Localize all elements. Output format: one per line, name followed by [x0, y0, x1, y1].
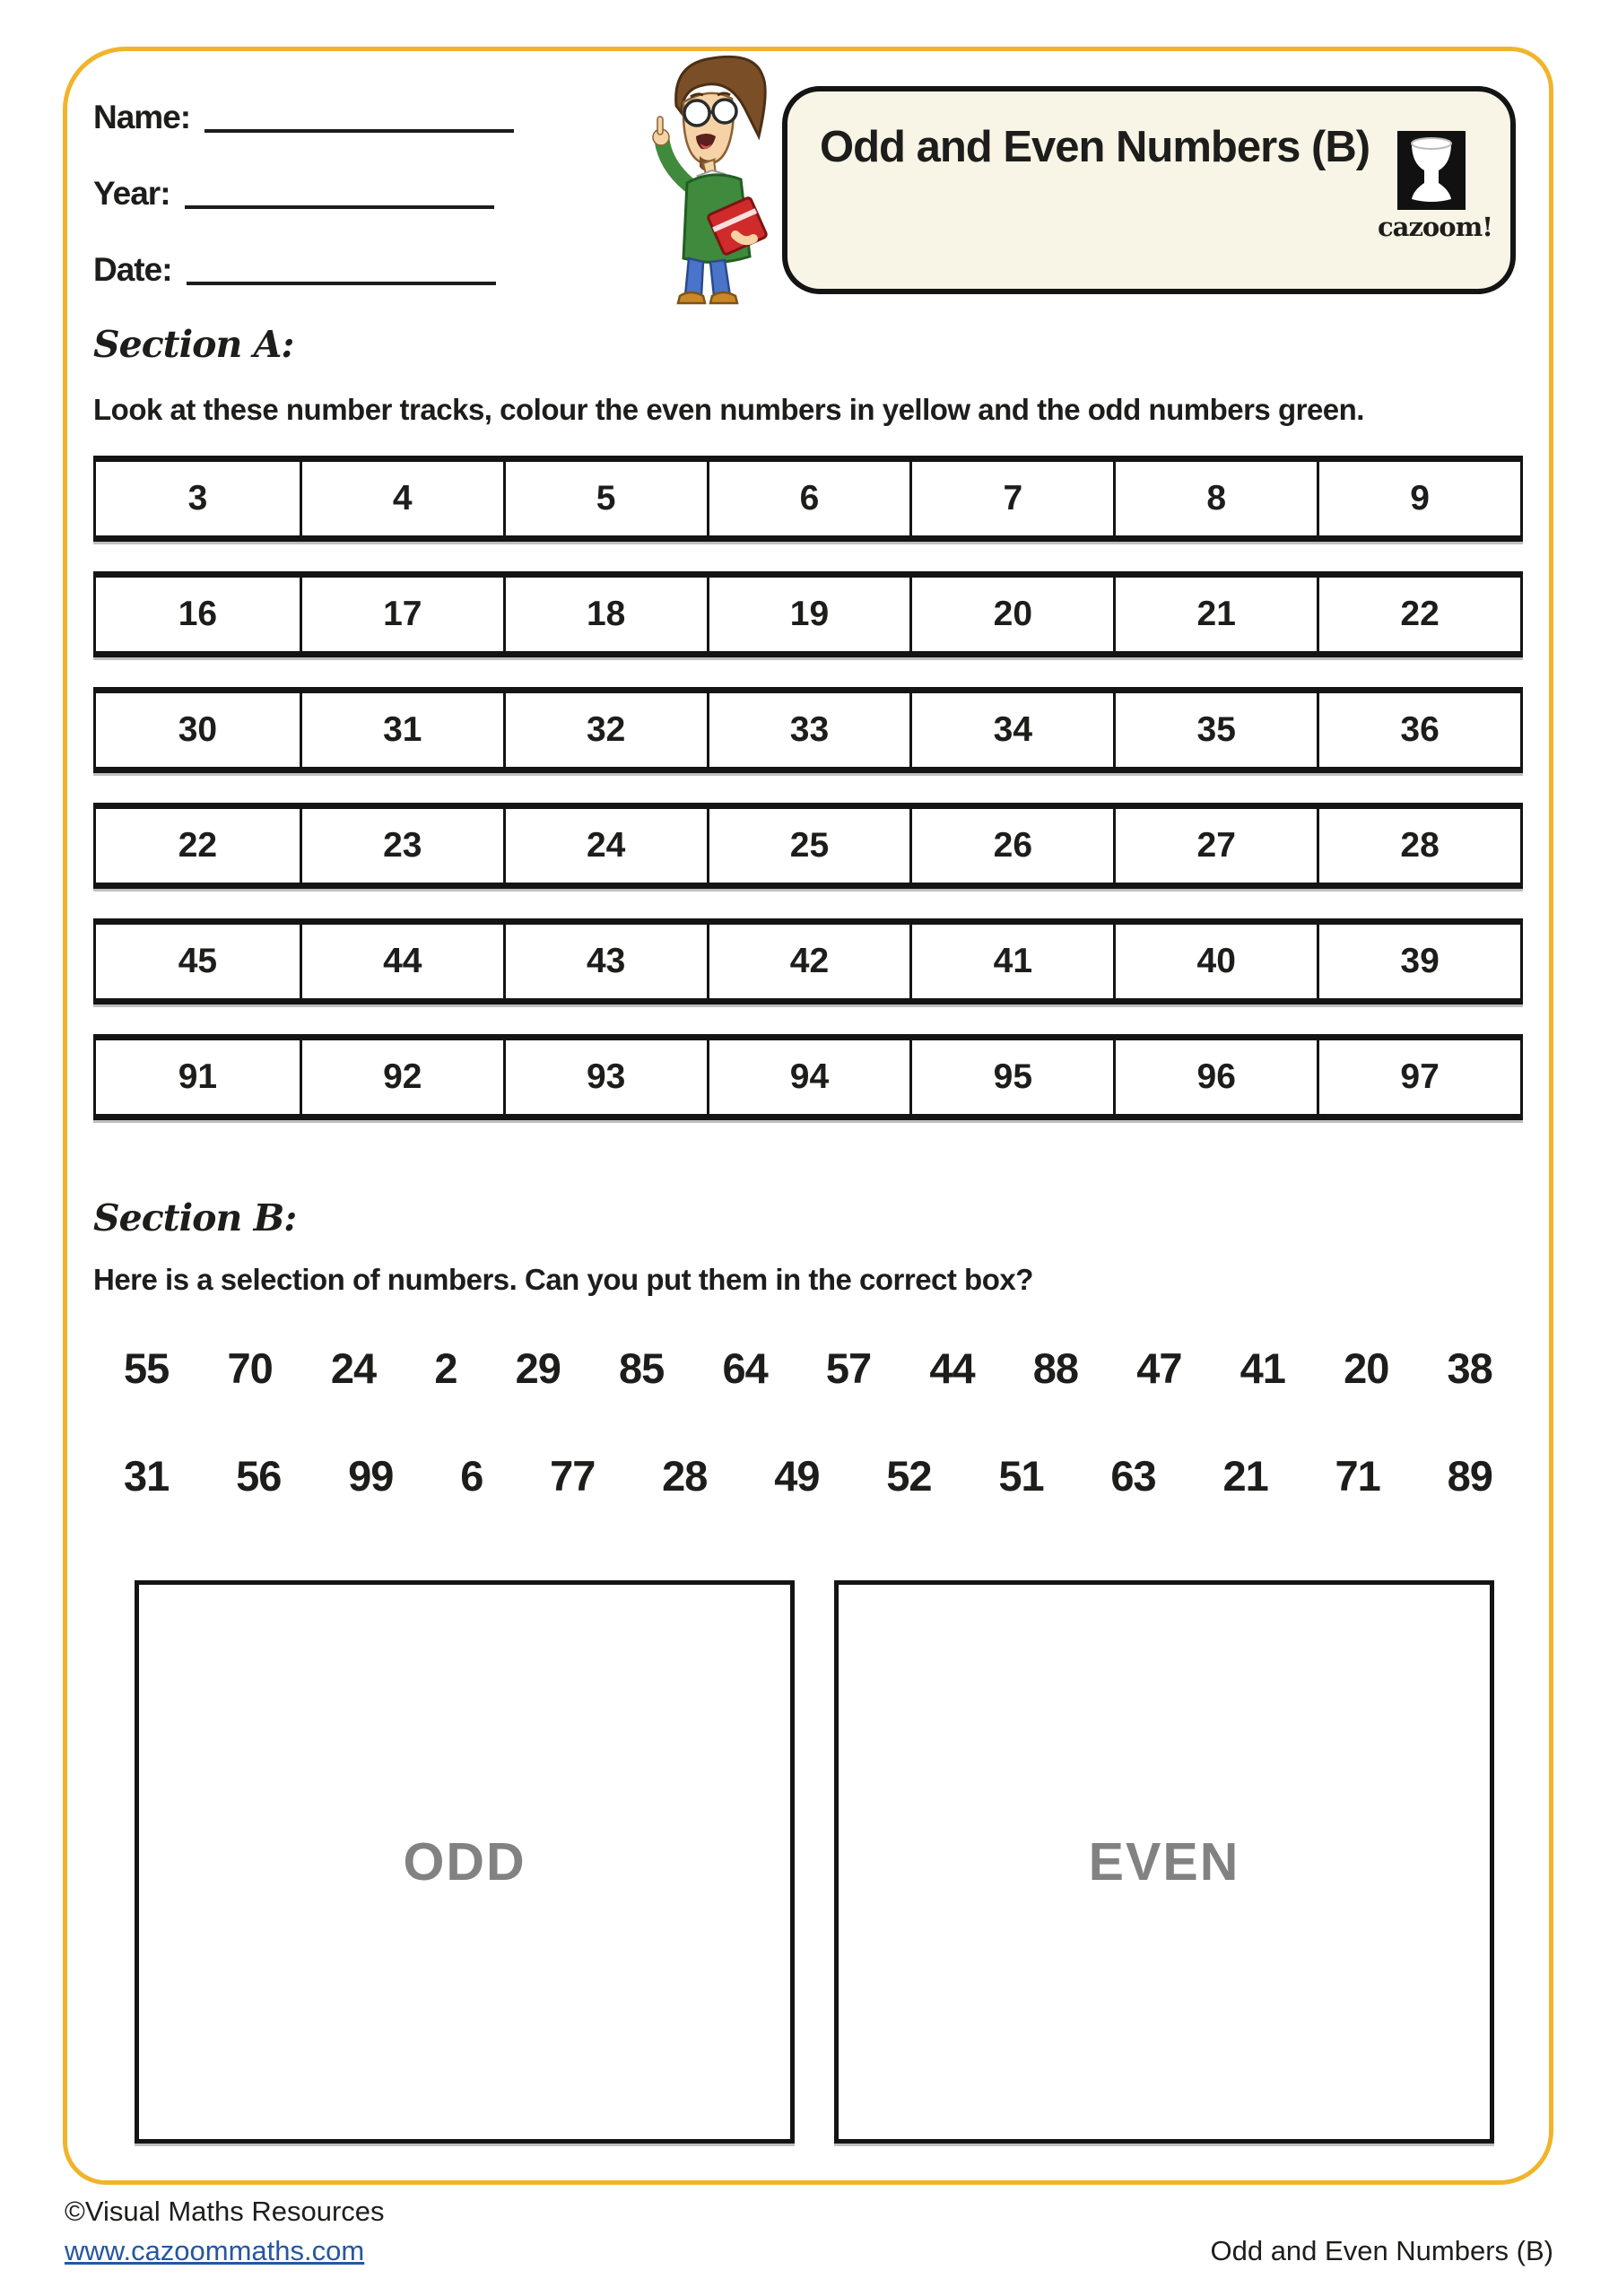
track-cell: 35: [1113, 693, 1317, 767]
selection-number: 88: [1032, 1344, 1079, 1392]
track-cell: 3: [187, 479, 208, 517]
track-cell: 39: [1317, 925, 1520, 998]
track-cell: 21: [1113, 578, 1317, 651]
track-cell: 26: [909, 809, 1113, 883]
track-cell: 9: [1317, 462, 1520, 535]
number-track-row: [93, 571, 1523, 657]
track-cell: 43: [503, 925, 707, 998]
selection-number: 57: [825, 1344, 872, 1392]
track-cell: 25: [707, 809, 910, 883]
section-b-instruction: Here is a selection of numbers. Can you put them in the correct box?: [93, 1263, 1033, 1296]
selection-number: 28: [662, 1452, 708, 1500]
track-cell: 32: [503, 693, 707, 767]
brand-name: cazoom!: [1378, 212, 1493, 242]
track-cell: 34: [909, 693, 1113, 767]
track-cell: 45: [178, 942, 218, 980]
section-a-heading: Section A:: [93, 323, 294, 366]
year-write-line: [185, 205, 494, 209]
track-cell: 5: [503, 462, 707, 535]
section-a-instruction: Look at these number tracks, colour the even numbers in yellow and the odd numbers green.: [93, 393, 1364, 426]
track-cell: 24: [503, 809, 707, 883]
selection-number: 52: [886, 1452, 932, 1500]
even-numbers-box: [834, 1580, 1494, 2144]
selection-number: 38: [1447, 1344, 1492, 1392]
number-track-row: [93, 918, 1523, 1004]
track-cell: 97: [1317, 1040, 1520, 1114]
section-b-heading: Section B:: [93, 1196, 297, 1239]
selection-number: 29: [515, 1344, 561, 1392]
track-cell: 18: [503, 578, 707, 651]
track-cell: 93: [503, 1040, 707, 1114]
student-info-fields: [93, 93, 514, 322]
number-tracks: [93, 456, 1523, 1150]
selection-number: 24: [330, 1344, 377, 1392]
footer-website-link[interactable]: www.cazoommaths.com: [65, 2235, 365, 2266]
track-cell: 44: [300, 925, 503, 998]
footer-copyright: ©Visual Maths Resources: [65, 2196, 385, 2227]
odd-box-label: ODD: [403, 1832, 526, 1892]
selection-number: 31: [124, 1452, 170, 1500]
selection-number: 63: [1110, 1452, 1156, 1500]
track-cell: 17: [300, 578, 503, 651]
track-cell: 33: [707, 693, 910, 767]
track-cell: 92: [300, 1040, 503, 1114]
selection-number: 71: [1335, 1452, 1380, 1500]
track-cell: 94: [707, 1040, 910, 1114]
selection-number: 70: [227, 1344, 273, 1392]
year-field: [93, 170, 514, 213]
selection-number: 77: [550, 1452, 596, 1500]
track-cell: 27: [1113, 809, 1317, 883]
date-label: Date:: [93, 251, 172, 288]
track-cell: 19: [707, 578, 910, 651]
year-label: Year:: [93, 175, 170, 212]
selection-number: 47: [1136, 1344, 1182, 1392]
track-cell: 31: [300, 693, 503, 767]
track-cell: 6: [707, 462, 910, 535]
track-cell: 23: [300, 809, 503, 883]
track-cell: 22: [178, 826, 218, 865]
track-cell: 28: [1317, 809, 1520, 883]
date-field: [93, 246, 514, 289]
track-cell: 20: [909, 578, 1113, 651]
number-track-row: [93, 687, 1523, 773]
name-label: Name:: [93, 99, 191, 135]
date-write-line: [187, 282, 496, 285]
cazoom-logo: [1378, 131, 1493, 242]
selection-number: 89: [1447, 1452, 1492, 1500]
track-cell: 40: [1113, 925, 1317, 998]
selection-number: 44: [929, 1344, 975, 1392]
selection-number: 20: [1344, 1344, 1389, 1392]
teacher-cartoon-icon: [610, 50, 807, 310]
footer-doc-title: Odd and Even Numbers (B): [1210, 2235, 1553, 2266]
selection-number: 51: [998, 1452, 1044, 1500]
selection-number: 49: [774, 1452, 820, 1500]
track-cell: 7: [909, 462, 1113, 535]
selection-number: 6: [460, 1452, 483, 1500]
name-field: [93, 93, 514, 136]
track-cell: 96: [1113, 1040, 1317, 1114]
number-track-row: [93, 803, 1523, 889]
selection-number: 55: [124, 1344, 170, 1392]
even-box-label: EVEN: [1088, 1832, 1240, 1892]
track-cell: 41: [909, 925, 1113, 998]
name-write-line: [204, 129, 514, 133]
selection-number: 99: [348, 1452, 394, 1500]
track-cell: 22: [1317, 578, 1520, 651]
selection-number: 56: [236, 1452, 282, 1500]
number-track-row: [93, 1034, 1523, 1120]
selection-number: 64: [722, 1344, 768, 1392]
djembe-drum-icon: [1397, 131, 1466, 210]
selection-numbers-row: [124, 1344, 1492, 1393]
track-cell: 42: [707, 925, 910, 998]
number-track-row: [93, 456, 1523, 542]
selection-number: 21: [1222, 1452, 1268, 1500]
track-cell: 4: [300, 462, 503, 535]
selection-number: 85: [619, 1344, 665, 1392]
selection-numbers-row: [124, 1451, 1492, 1500]
title-box: [782, 86, 1516, 294]
track-cell: 16: [178, 595, 218, 633]
selection-number: 41: [1240, 1344, 1285, 1392]
odd-numbers-box: [135, 1580, 795, 2144]
worksheet-title: Odd and Even Numbers (B): [820, 123, 1370, 171]
selection-number: 2: [434, 1344, 457, 1392]
track-cell: 36: [1317, 693, 1520, 767]
track-cell: 30: [178, 710, 218, 749]
track-cell: 91: [178, 1057, 218, 1096]
track-cell: 95: [909, 1040, 1113, 1114]
track-cell: 8: [1113, 462, 1317, 535]
